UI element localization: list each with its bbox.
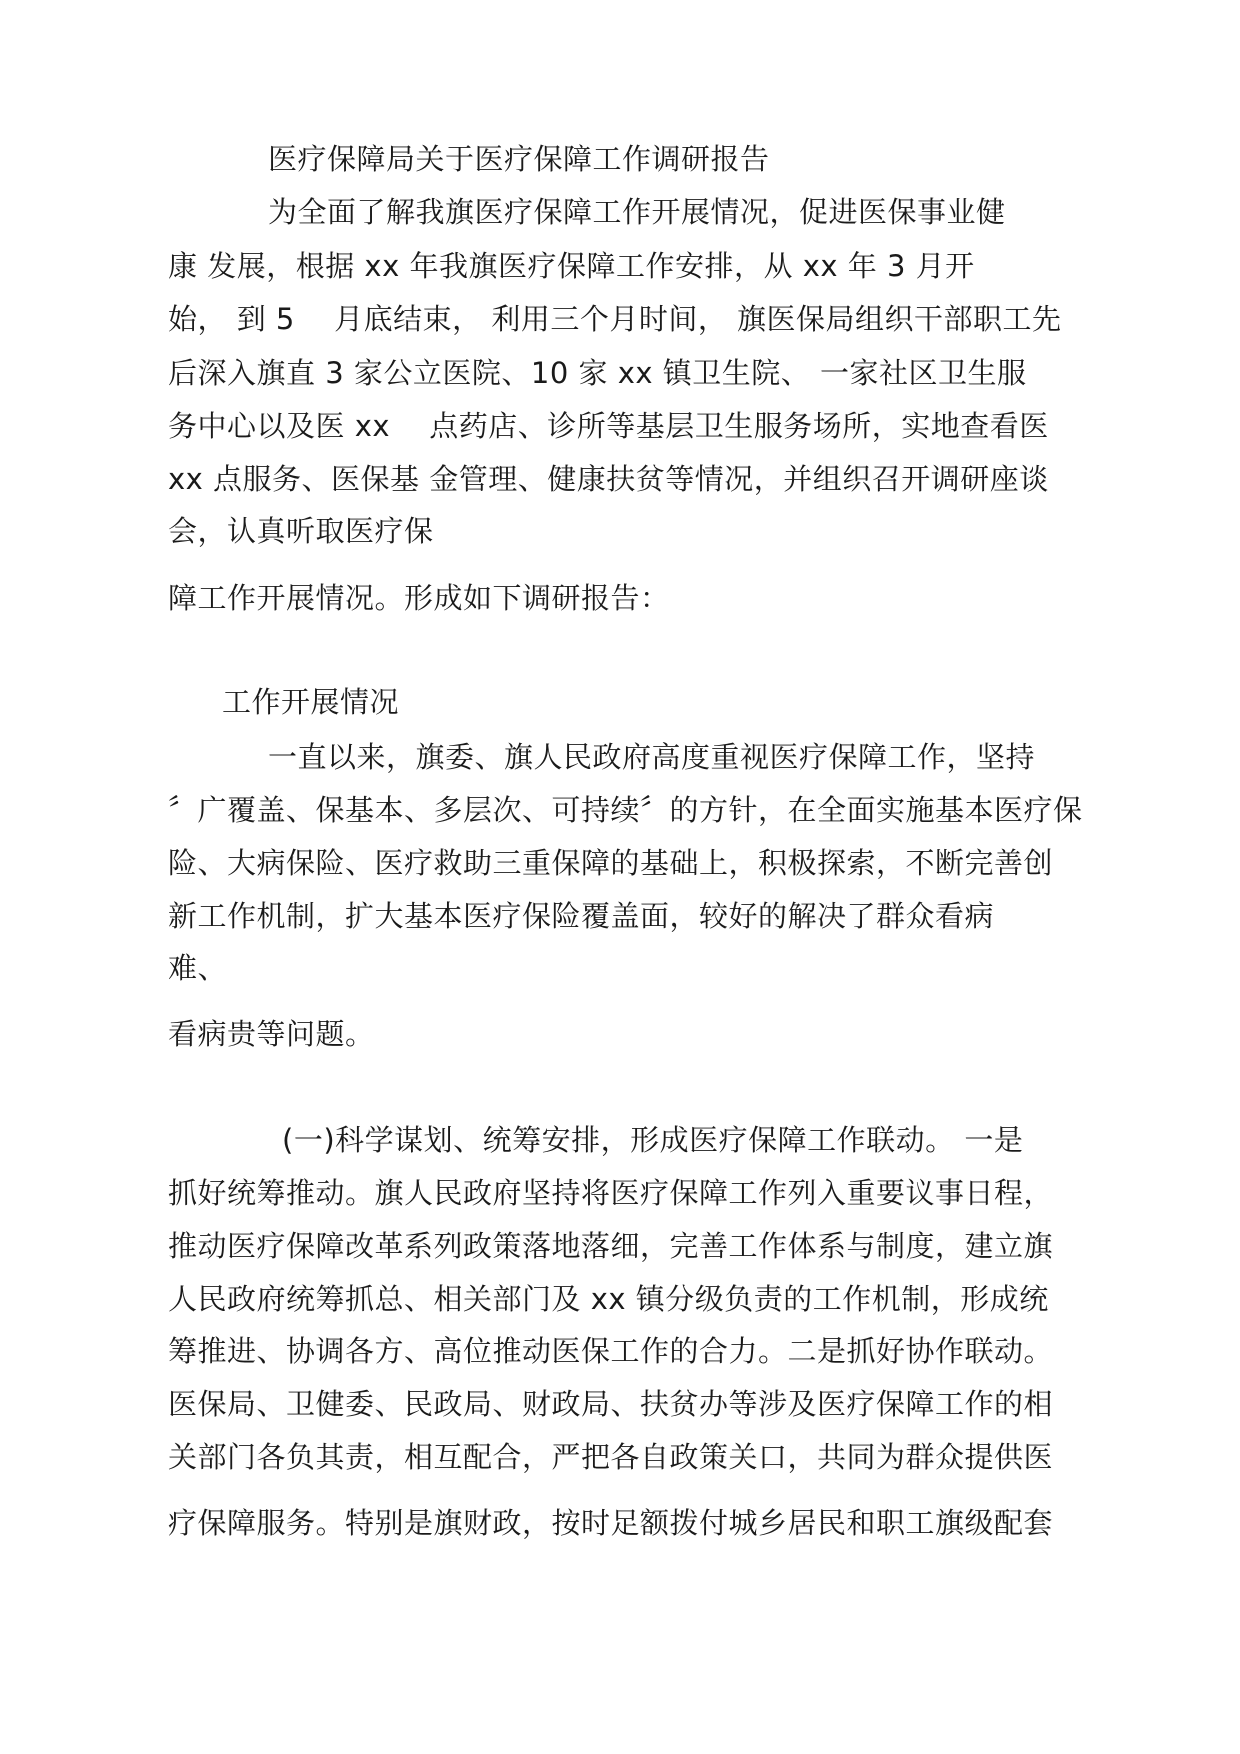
section-line: 看病贵等问题。 [168,1017,375,1051]
intro-line: 始， 到 5 月底结束， 利用三个月时间， 旗医保局组织干部职工先 [168,302,1062,336]
subsection-line: 医保局、卫健委、民政局、财政局、扶贫办等涉及医疗保障工作的相 [168,1387,1054,1421]
intro-line: 障工作开展情况。形成如下调研报告： [168,581,670,615]
section-line: 险、大病保险、医疗救助三重保障的基础上，积极探索，不断完善创 [168,846,1054,880]
subsection-line: 人民政府统筹抓总、相关部门及 xx 镇分级负责的工作机制，形成统 [168,1282,1049,1316]
subsection-line: 推动医疗保障改革系列政策落地落细，完善工作体系与制度，建立旗 [168,1229,1054,1263]
intro-line: 康 发展，根据 xx 年我旗医疗保障工作安排，从 xx 年 3 月开 [168,249,975,283]
section-line: 一直以来，旗委、旗人民政府高度重视医疗保障工作，坚持 [268,740,1036,774]
intro-line: xx 点服务、医保基 金管理、健康扶贫等情况，并组织召开调研座谈 [168,462,1049,496]
subsection-line: 关部门各负其责，相互配合，严把各自政策关口，共同为群众提供医 [168,1440,1054,1474]
subsection-line: 抓好统筹推动。旗人民政府坚持将医疗保障工作列入重要议事日程， [168,1176,1054,1210]
subsection-line: 疗保障服务。特别是旗财政，按时足额拨付城乡居民和职工旗级配套 [168,1506,1054,1540]
intro-line: 会，认真听取医疗保 [168,514,434,548]
section-line: 难、 [168,951,228,985]
intro-line: 为全面了解我旗医疗保障工作开展情况，促进医保事业健 [268,195,1006,229]
subsection-line: (一)科学谋划、统筹安排，形成医疗保障工作联动。 一是 [282,1123,1024,1157]
section-heading: 工作开展情况 [222,685,400,719]
section-line: 新工作机制，扩大基本医疗保险覆盖面，较好的解决了群众看病 [168,899,995,933]
intro-line: 务中心以及医 xx 点药店、诊所等基层卫生服务场所，实地查看医 [168,409,1049,443]
section-line: 〞广覆盖、保基本、多层次、可持续〞的方针，在全面实施基本医疗保 [168,793,1083,827]
intro-line: 后深入旗直 3 家公立医院、10 家 xx 镇卫生院、 一家社区卫生服 [168,356,1027,390]
document-title: 医疗保障局关于医疗保障工作调研报告 [268,142,770,176]
subsection-line: 筹推进、协调各方、高位推动医保工作的合力。二是抓好协作联动。 [168,1334,1054,1368]
